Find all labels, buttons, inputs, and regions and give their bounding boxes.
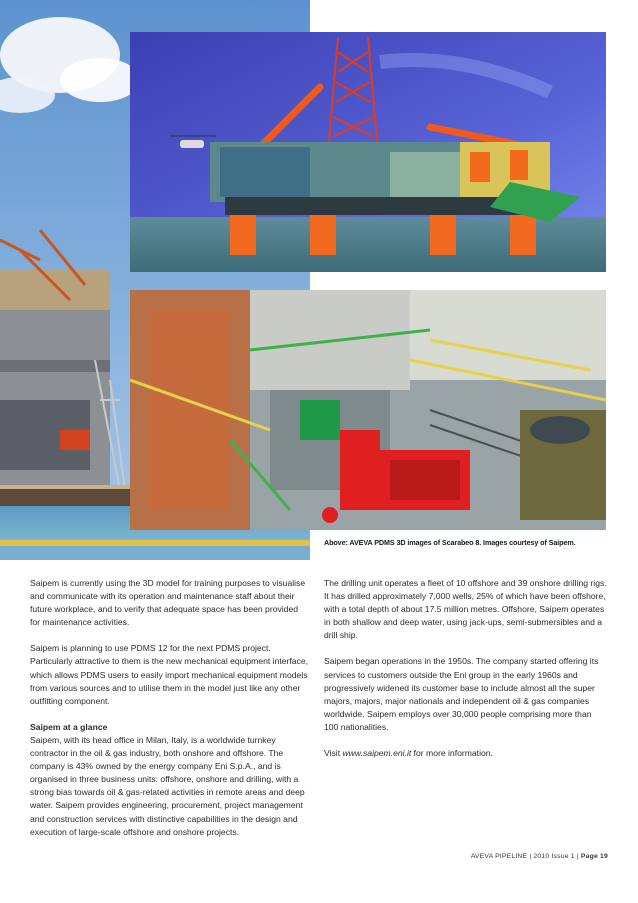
saipem-website-link[interactable]: www.saipem.eni.it — [342, 748, 412, 759]
visit-prefix: Visit — [324, 748, 343, 759]
image-caption: Above: AVEVA PDMS 3D images of Scarabeo 8. Images courtesy of Saipem. — [324, 538, 576, 547]
paragraph: Saipem is currently using the 3D model for training purposes to visualise and communicate with its operation and maintenance staff about their future workplace, and to verify that adequate space has been provided for maintenance activities. — [30, 578, 306, 628]
section-heading: Saipem at a glance — [30, 721, 108, 732]
left-text-column — [30, 577, 310, 852]
paragraph: Saipem began operations in the 1950s. The company started offering its services to customers outside the Eni group in the early 1960s and progressively widened its customer base to include almost all the super majors, majors, major nationals and independent oil & gas companies worldwide. Saipem employs over 30,000 people comprising more than 100 nationalities. — [324, 656, 599, 732]
publication-label: AVEVA PIPELINE | 2010 Issue 1 | — [470, 853, 581, 860]
saipem-at-a-glance-section — [30, 721, 310, 839]
right-text-column — [324, 577, 608, 773]
paragraph: Saipem, with its head office in Milan, Italy, is a worldwide turnkey contractor in the oil & gas industry, both onshore and offshore. The company is 43% owned by the energy company Eni S.p.A., and is organised in three business units: offshore, onshore and drilling, with a strong bias towards oil & gas-related activities in remote areas and deep water. Saipem provides engineering, procurement, project management and construction services with distinctive capabilities in the design and execution of large-scale offshore and onshore projects. — [30, 734, 305, 837]
paragraph: Saipem is planning to use PDMS 12 for the next PDMS project. Particularly attractive to them is the new mechanical equipment interface, which allows PDMS users to easily import mechanical equipment models from various sources and to utilise them in the model just like any other outfitting component. — [30, 643, 308, 706]
scarabeo-8-exterior-render — [130, 32, 606, 272]
paragraph: The drilling unit operates a fleet of 10 offshore and 39 onshore drilling rigs. It has drilled approximately 7,000 wells, 25% of which have been offshore, with a total depth of about 17.5 million metres. Offshore, Saipem operates in both shallow and deep water, using jack-ups, semi-submersibles and a drill ship. — [324, 578, 607, 641]
visit-suffix: for more information. — [411, 748, 493, 759]
page-footer — [440, 853, 608, 860]
page-number: Page 19 — [580, 853, 608, 860]
visit-paragraph — [324, 747, 608, 760]
scarabeo-8-deck-render — [130, 290, 606, 530]
